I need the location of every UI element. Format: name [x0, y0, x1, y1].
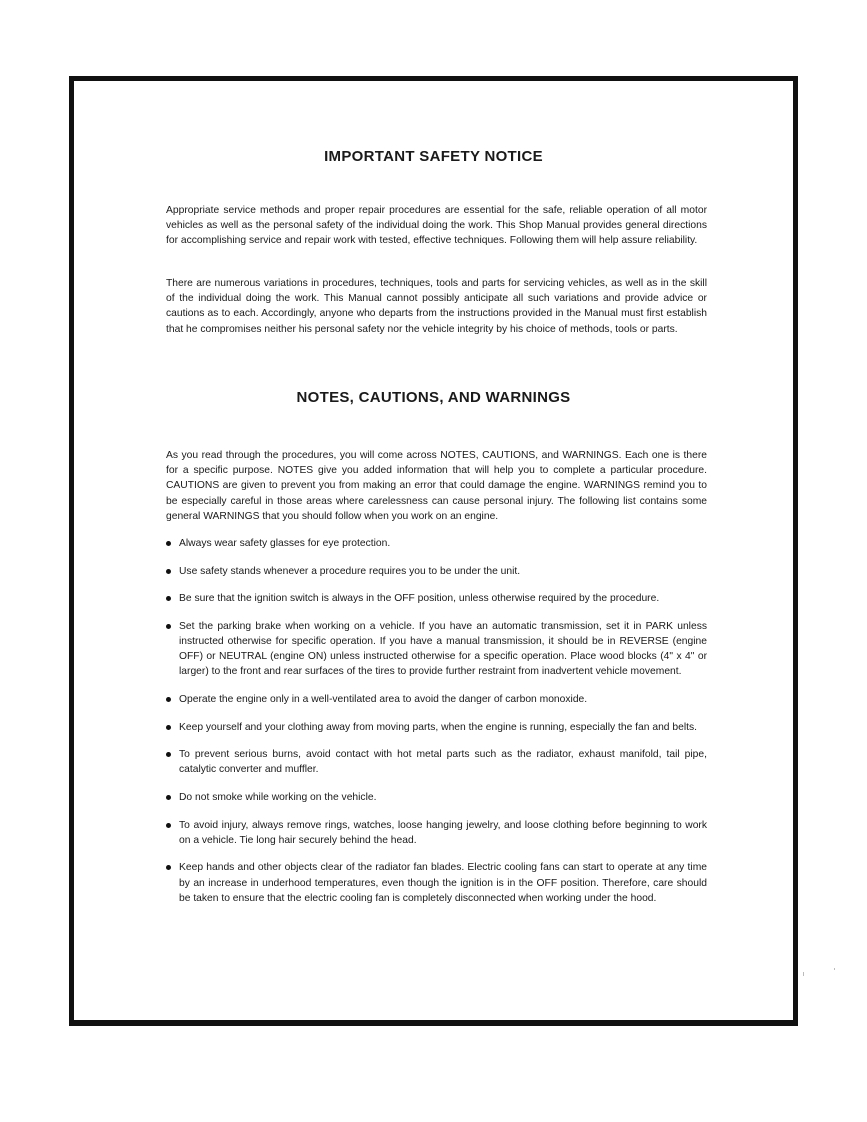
warning-item — [166, 790, 707, 805]
warning-item — [166, 860, 707, 906]
scan-speck — [803, 972, 804, 976]
bullet-icon — [166, 795, 171, 800]
bullet-icon — [166, 752, 171, 757]
warning-item — [166, 591, 707, 606]
safety-notice-paragraph-1: Appropriate service methods and proper repair procedures are essential for the safe, reliable operation of all motor vehicles as well as the personal safety of the individual doing the work. This Shop Manual provides general directions for accomplishing service and repair work with tested, effective techniques. Following them will help assure reliability. — [166, 205, 707, 247]
warning-text: Operate the engine only in a well-ventilated area to avoid the danger of carbon monoxide. — [179, 693, 588, 705]
warning-item — [166, 720, 707, 735]
bullet-icon — [166, 697, 171, 702]
warning-item — [166, 564, 707, 579]
warning-text: Set the parking brake when working on a vehicle. If you have an automatic transmission, set it in PARK unless instructed otherwise for specific operation. If you have a manual transmission, it should be in REVERSE (engine OFF) or NEUTRAL (engine ON) unless instructed otherwise for a specific operation. Place wood blocks (4" x 4" or larger) to the front and rear surfaces of the tires to provide further restraint from inadvertent vehicle movement. — [179, 620, 707, 678]
warning-text: Use safety stands whenever a procedure requires you to be under the unit. — [179, 565, 521, 577]
bullet-icon — [166, 624, 171, 629]
warning-text: To avoid injury, always remove rings, watches, loose hanging jewelry, and loose clothing before beginning to work on a vehicle. Tie long hair securely behind the head. — [179, 819, 707, 846]
safety-notice-title: IMPORTANT SAFETY NOTICE — [324, 148, 543, 165]
warning-text: Be sure that the ignition switch is always in the OFF position, unless otherwise required by the procedure. — [179, 593, 660, 605]
warning-text: Keep hands and other objects clear of the radiator fan blades. Electric cooling fans can start to operate at any time by an increase in underhood temperatures, even though the ignition is in the OFF position. Therefore, care should be taken to ensure that the electric cooling fan is completely disconnected when working under the hood. — [179, 862, 707, 904]
bullet-icon — [166, 569, 171, 574]
warning-text: Keep yourself and your clothing away from moving parts, when the engine is running, especially the fan and belts. — [179, 721, 698, 733]
warning-text: Do not smoke while working on the vehicle. — [179, 791, 377, 803]
warnings-list — [166, 536, 707, 918]
notes-cautions-warnings-title: NOTES, CAUTIONS, AND WARNINGS — [296, 389, 571, 406]
bullet-icon — [166, 596, 171, 601]
warning-item — [166, 536, 707, 551]
notes-intro-paragraph: As you read through the procedures, you will come across NOTES, CAUTIONS, and WARNINGS. Each one is there for a specific purpose. NOTES give you added information that will help you to complete a particular procedure. CAUTIONS are given to prevent you from making an error that could damage the engine. WARNINGS remind you to be especially careful in those areas where carelessness can cause personal injury. The following list contains some general WARNINGS that you should follow when you work on an engine. — [166, 450, 707, 522]
safety-notice-paragraph-2: There are numerous variations in procedures, techniques, tools and parts for servicing vehicles, as well as in the skill of the individual doing the work. This Manual cannot possibly anticipate all such variations and provide advice or cautions as to each. Accordingly, anyone who departs from the instructions provided in the Manual must first establish that he compromises neither his personal safety nor the vehicle integrity by his choice of methods, tools or parts. — [166, 278, 707, 335]
warning-item — [166, 818, 707, 848]
scan-speck — [834, 968, 835, 970]
bullet-icon — [166, 865, 171, 870]
warning-item — [166, 692, 707, 707]
warning-item — [166, 747, 707, 777]
bullet-icon — [166, 541, 171, 546]
page-border-frame — [69, 76, 798, 1026]
bullet-icon — [166, 725, 171, 730]
warning-text: Always wear safety glasses for eye protection. — [179, 538, 391, 549]
warning-text: To prevent serious burns, avoid contact with hot metal parts such as the radiator, exhaust manifold, tail pipe, catalytic converter and muffler. — [179, 749, 707, 776]
bullet-icon — [166, 823, 171, 828]
warning-item — [166, 619, 707, 680]
